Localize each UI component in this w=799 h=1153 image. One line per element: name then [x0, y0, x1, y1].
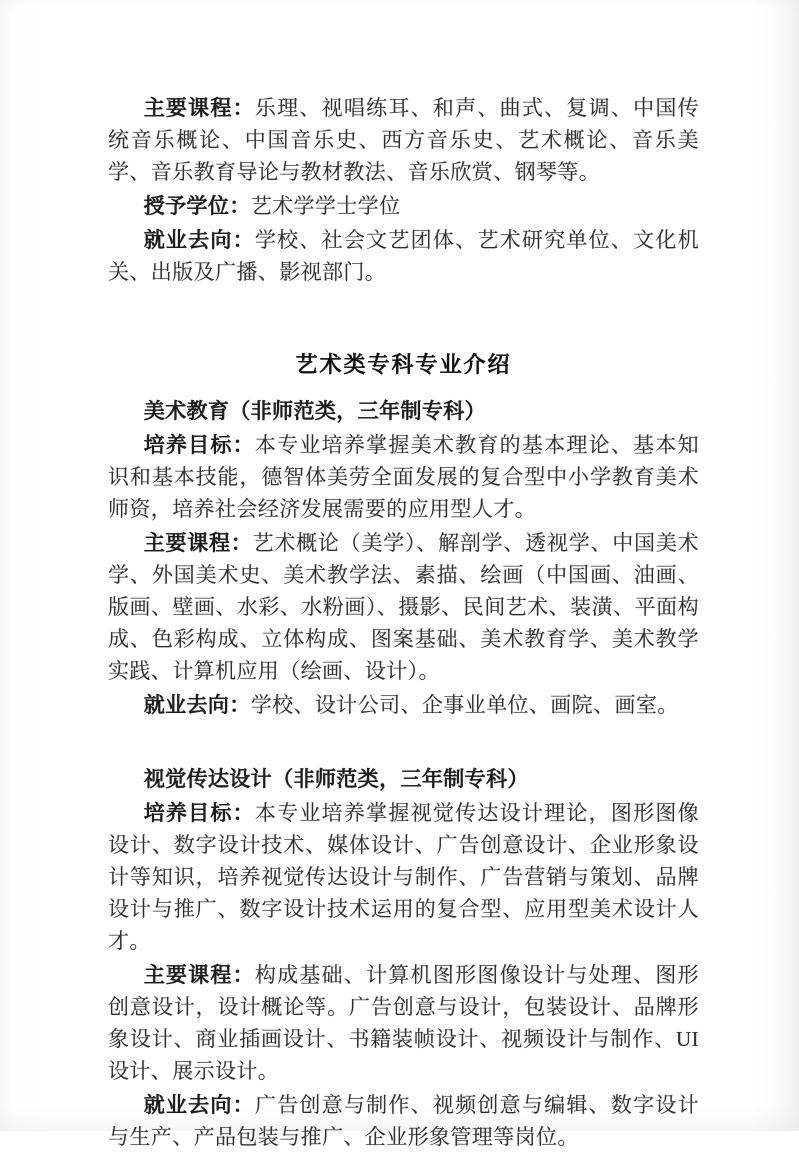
- label-main-courses: 主要课程：: [143, 96, 255, 120]
- major-section-art-education: [108, 395, 699, 721]
- major-section-visual-communication-design: [108, 763, 699, 1153]
- section-heading: 艺术类专科专业介绍: [295, 352, 512, 377]
- text-main-courses: 乐理、视唱练耳、和声、曲式、复调、中国传统音乐概论、中国音乐史、西方音乐史、艺术概论、音乐美学、音乐教育导论与教材教法、音乐欣赏、钢琴等。: [108, 96, 700, 184]
- para-music-employment: [108, 224, 699, 288]
- text-employment: 学校、社会文艺团体、艺术研究单位、文化机关、出版及广播、影视部门。: [108, 228, 700, 284]
- text-employment: 广告创意与制作、视频创意与编辑、数字设计与生产、产品包装与推广、企业形象管理等岗位。: [108, 1093, 700, 1149]
- major-title-visual-communication-design: 视觉传达设计（非师范类，三年制专科）: [143, 767, 529, 791]
- text-objective: 本专业培养掌握视觉传达设计理论，图形图像设计、数字设计技术、媒体设计、广告创意设计、企业形象设计等知识，培养视觉传达设计与制作、广告营销与策划、品牌设计与推广、数字设计技术运用的复合型、应用型美术设计人才。: [108, 801, 700, 953]
- para-visual-design-objective: [108, 797, 699, 957]
- para-music-main-courses: [108, 92, 699, 188]
- para-art-education-main-courses: [108, 527, 699, 687]
- para-art-education-employment: [108, 689, 699, 721]
- major-title-art-education: 美术教育（非师范类，三年制专科）: [143, 399, 487, 423]
- label-main-courses: 主要课程：: [143, 531, 253, 555]
- text-main-courses: 艺术概论（美学）、解剖学、透视学、中国美术学、外国美术史、美术教学法、素描、绘画（中国画、油画、版画、壁画、水彩、水粉画）、摄影、民间艺术、装潢、平面构成、色彩构成、立体构成、图案基础、美术教育学、美术教学实践、计算机应用（绘画、设计）。: [108, 531, 700, 683]
- text-main-courses: 构成基础、计算机图形图像设计与处理、图形创意设计，设计概论等。广告创意与设计，包装设计、品牌形象设计、商业插画设计、书籍装帧设计、视频设计与制作、UI 设计、展示设计。: [108, 963, 700, 1083]
- label-employment: 就业去向：: [143, 228, 255, 252]
- para-visual-design-employment: [108, 1089, 699, 1153]
- label-degree: 授予学位：: [143, 194, 251, 218]
- label-main-courses: 主要课程：: [143, 963, 255, 987]
- para-art-education-objective: [108, 429, 699, 525]
- label-employment: 就业去向：: [143, 1093, 255, 1117]
- para-visual-design-main-courses: [108, 959, 699, 1087]
- text-degree: 艺术学学士学位: [250, 194, 401, 218]
- text-employment: 学校、设计公司、企事业单位、画院、画室。: [250, 693, 679, 717]
- label-employment: 就业去向：: [143, 693, 251, 717]
- label-objective: 培养目标：: [143, 801, 255, 825]
- text-objective: 本专业培养掌握美术教育的基本理论、基本知识和基本技能，德智体美劳全面发展的复合型中小学教育美术师资，培养社会经济发展需要的应用型人才。: [108, 433, 700, 521]
- label-objective: 培养目标：: [143, 433, 255, 457]
- para-music-degree: [108, 190, 699, 222]
